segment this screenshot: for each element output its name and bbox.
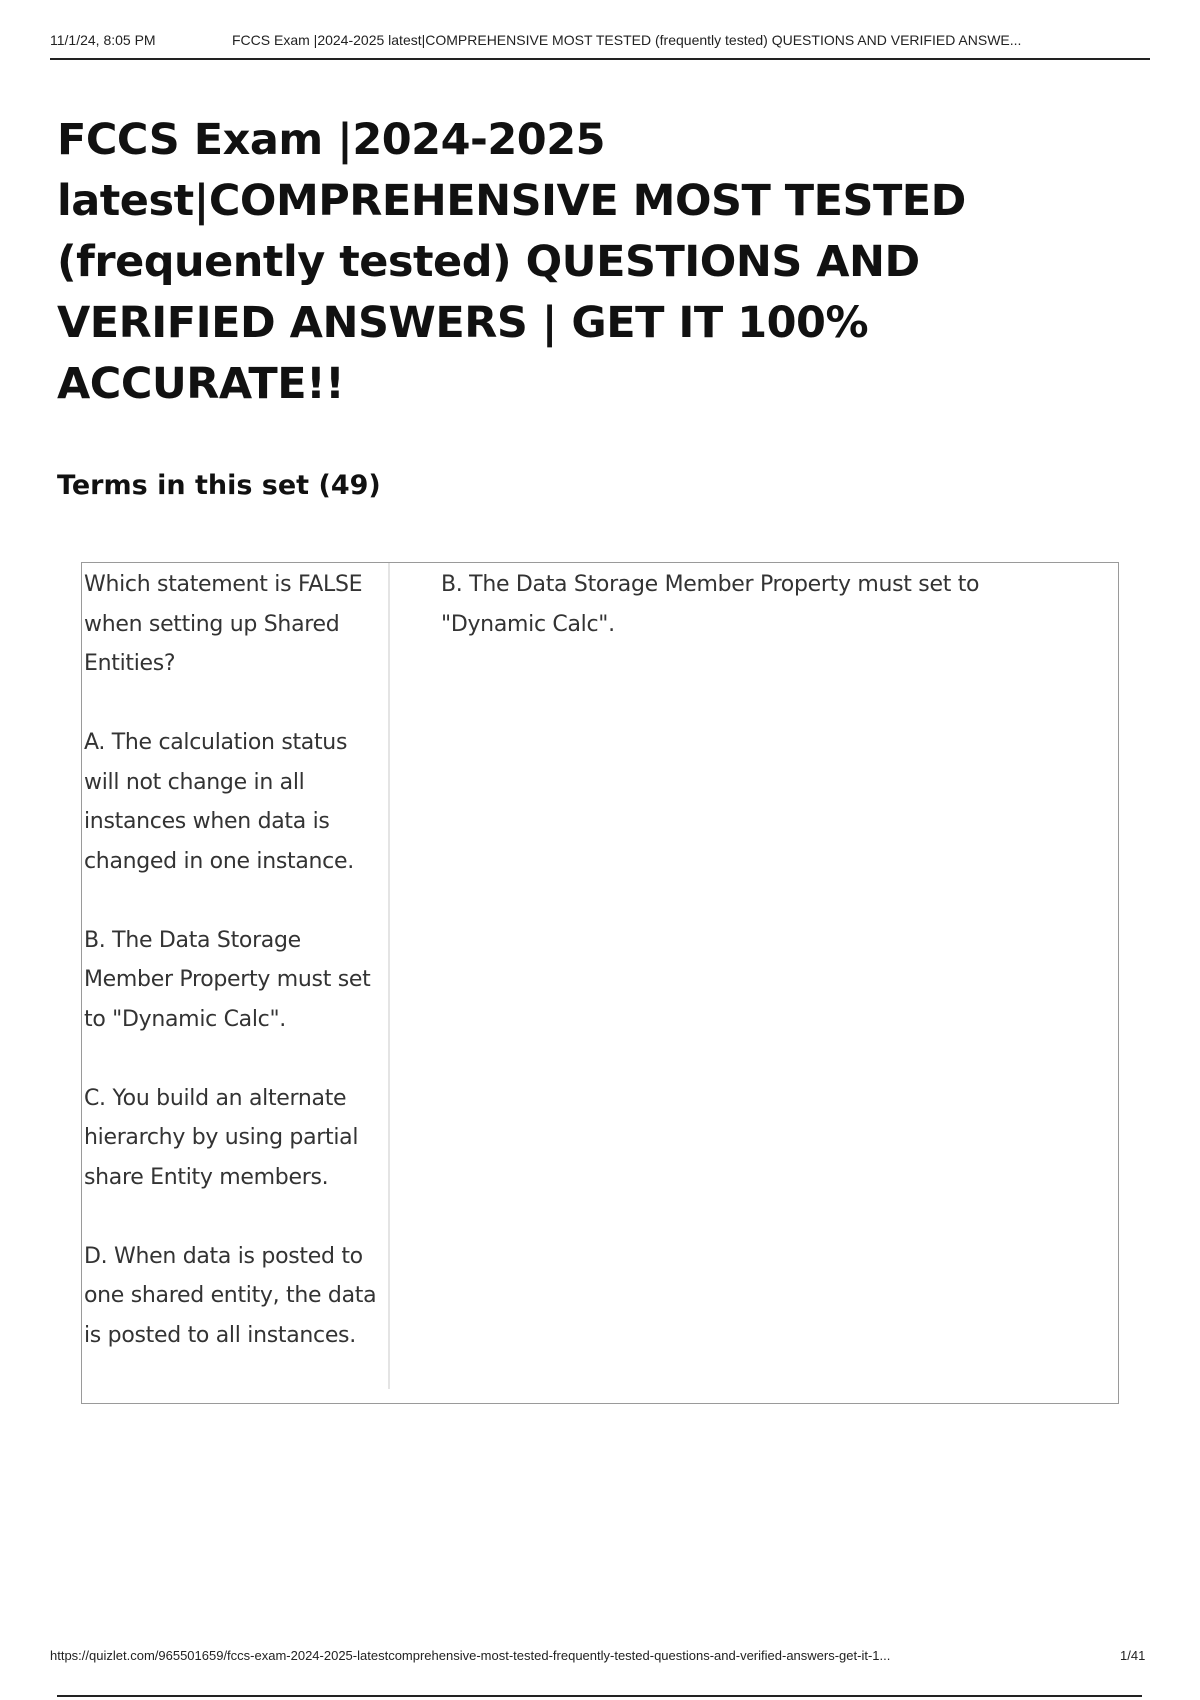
page-title: FCCS Exam |2024-2025 latest|COMPREHENSIVE MOST TESTED (frequently tested) QUESTIONS AND VERIFIED ANSWERS | GET IT 100% ACCURATE!! bbox=[57, 115, 966, 409]
term-card bbox=[81, 562, 1119, 1404]
bottom-divider bbox=[57, 1695, 1142, 1697]
term-answer bbox=[441, 565, 1081, 644]
question-option-b: B. The Data Storage Member Property must set to "Dynamic Calc". bbox=[84, 927, 371, 1032]
print-header bbox=[50, 30, 1150, 60]
question-stem: Which statement is FALSE when setting up Shared Entities? bbox=[84, 572, 363, 676]
question-option-d: D. When data is posted to one shared entity, the data is posted to all instances. bbox=[84, 1243, 377, 1348]
terms-count-heading: Terms in this set (49) bbox=[57, 470, 381, 501]
print-date: 11/1/24, 8:05 PM bbox=[50, 32, 156, 48]
term-question bbox=[82, 563, 390, 1389]
question-option-c: C. You build an alternate hierarchy by using partial share Entity members. bbox=[84, 1085, 359, 1190]
page-number: 1/41 bbox=[1120, 1648, 1146, 1663]
print-doc-title: FCCS Exam |2024-2025 latest|COMPREHENSIVE MOST TESTED (frequently tested) QUESTIONS AND VERIFIED ANSWE... bbox=[232, 32, 1022, 48]
answer-text: B. The Data Storage Member Property must set to "Dynamic Calc". bbox=[441, 572, 980, 637]
question-option-a: A. The calculation status will not change in all instances when data is changed in one instance. bbox=[84, 730, 354, 874]
print-url: https://quizlet.com/965501659/fccs-exam-2024-2025-latestcomprehensive-most-tested-frequently-tested-questions-and-verified-answers-get-it-1... bbox=[50, 1648, 891, 1663]
